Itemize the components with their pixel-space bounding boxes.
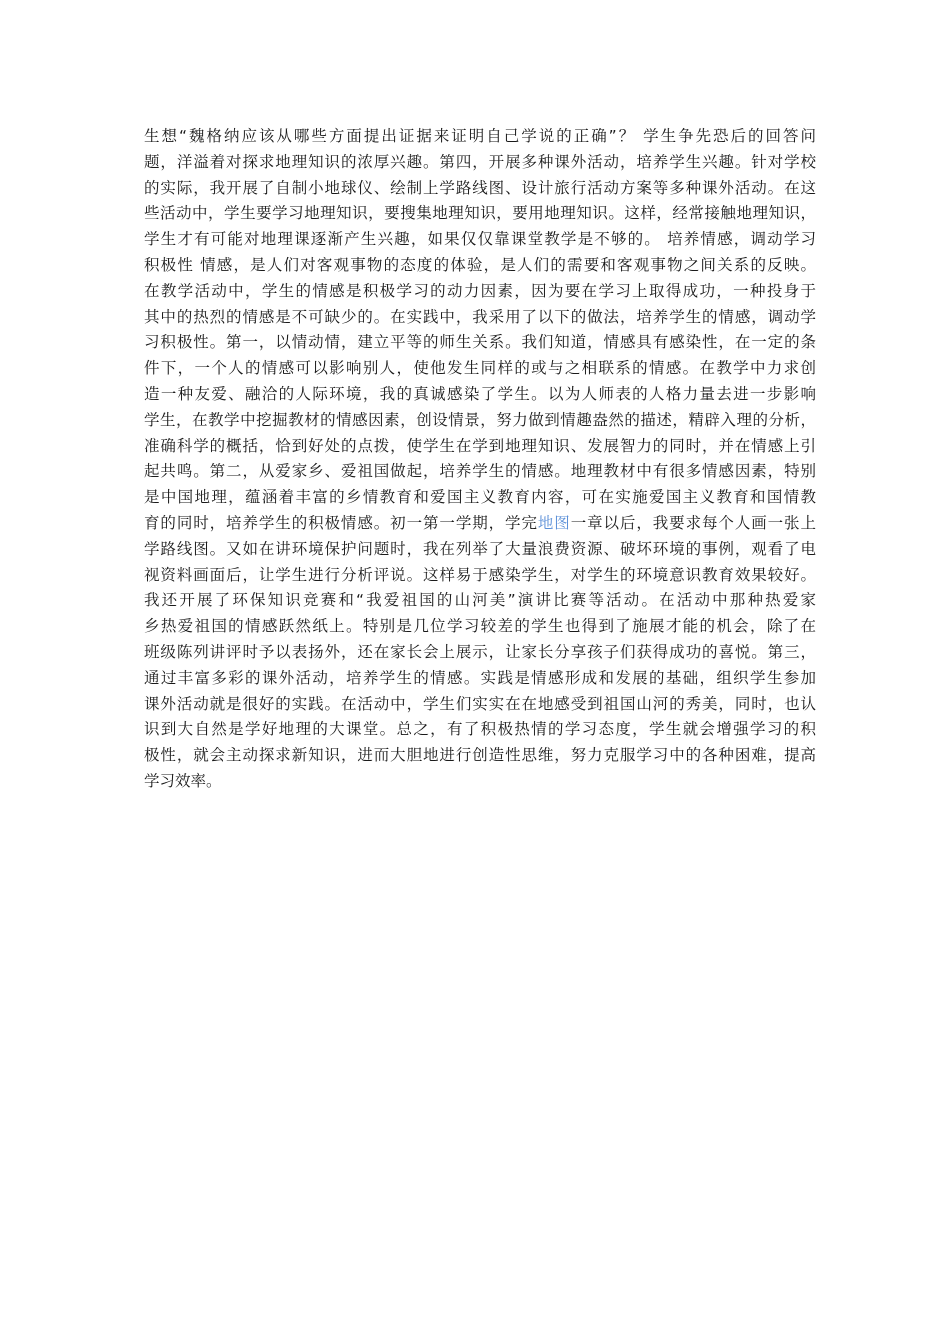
body-text [144, 124, 816, 795]
text-line-with-link [144, 511, 816, 537]
text-line: 是中国地理，蕴涵着丰富的乡情教育和爱国主义教育内容，可在实施爱国主义教育和国情教 [144, 488, 816, 507]
text-line: 极性，就会主动探求新知识，进而大胆地进行创造性思维，努力克服学习中的各种困难，提高 [144, 746, 816, 765]
map-link[interactable]: 地图 [537, 513, 571, 532]
text-line: 准确科学的概括，恰到好处的点拨，使学生在学到地理知识、发展智力的同时，并在情感上引 [144, 436, 816, 455]
text-line: 起共鸣。第二，从爱家乡、爱祖国做起，培养学生的情感。地理教材中有很多情感因素，特别 [144, 462, 816, 481]
text-line: 些活动中，学生要学习地理知识，要搜集地理知识，要用地理知识。这样，经常接触地理知识， [144, 204, 816, 223]
text-line-last: 学习效率。 [144, 771, 222, 790]
text-line: 的实际，我开展了自制小地球仪、绘制上学路线图、设计旅行活动方案等多种课外活动。在这 [144, 178, 816, 197]
text-line: 学路线图。又如在讲环境保护问题时，我在列举了大量浪费资源、破坏环境的事例，观看了电 [144, 539, 816, 558]
text-line: 我还开展了环保知识竞赛和“我爱祖国的山河美”演讲比赛等活动。在活动中那种热爱家 [144, 591, 816, 610]
text-line: 班级陈列讲评时予以表扬外，还在家长会上展示，让家长分享孩子们获得成功的喜悦。第三， [144, 642, 816, 661]
text-line: 题，洋溢着对探求地理知识的浓厚兴趣。第四，开展多种课外活动，培养学生兴趣。针对学校 [144, 152, 816, 171]
text-line: 造一种友爱、融洽的人际环境，我的真诚感染了学生。以为人师表的人格力量去进一步影响 [144, 384, 816, 403]
text-line: 识到大自然是学好地理的大课堂。总之，有了积极热情的学习态度，学生就会增强学习的积 [144, 720, 816, 739]
text-line: 课外活动就是很好的实践。在活动中，学生们实实在在地感受到祖国山河的秀美，同时，也认 [144, 694, 816, 713]
text-line: 乡热爱祖国的情感跃然纸上。特别是几位学习较差的学生也得到了施展才能的机会，除了在 [144, 617, 816, 636]
text-line: 通过丰富多彩的课外活动，培养学生的情感。实践是情感形成和发展的基础，组织学生参加 [144, 668, 816, 687]
text-segment: 育的同时，培养学生的积极情感。初一第一学期，学完 [144, 513, 538, 532]
text-line: 学生才有可能对地理课逐渐产生兴趣，如果仅仅靠课堂教学是不够的。 培养情感，调动学习 [144, 230, 816, 249]
text-segment: 一章以后，我要求每个人画一张上 [570, 513, 816, 532]
text-line: 件下，一个人的情感可以影响别人，使他发生同样的或与之相联系的情感。在教学中力求创 [144, 359, 816, 378]
text-line: 积极性 情感，是人们对客观事物的态度的体验，是人们的需要和客观事物之间关系的反映。 [144, 255, 816, 274]
text-line: 其中的热烈的情感是不可缺少的。在实践中，我采用了以下的做法，培养学生的情感，调动学 [144, 307, 816, 326]
text-line: 生想“魏格纳应该从哪些方面提出证据来证明自己学说的正确”？ 学生争先恐后的回答问 [144, 127, 816, 145]
text-line: 习积极性。第一，以情动情，建立平等的师生关系。我们知道，情感具有感染性，在一定的条 [144, 333, 816, 352]
text-line: 学生，在教学中挖掘教材的情感因素，创设情景，努力做到情趣盎然的描述，精辟入理的分析， [144, 410, 816, 429]
text-line: 在教学活动中，学生的情感是积极学习的动力因素，因为要在学习上取得成功，一种投身于 [144, 281, 816, 300]
text-line: 视资料画面后，让学生进行分析评说。这样易于感染学生，对学生的环境意识教育效果较好。 [144, 565, 816, 584]
